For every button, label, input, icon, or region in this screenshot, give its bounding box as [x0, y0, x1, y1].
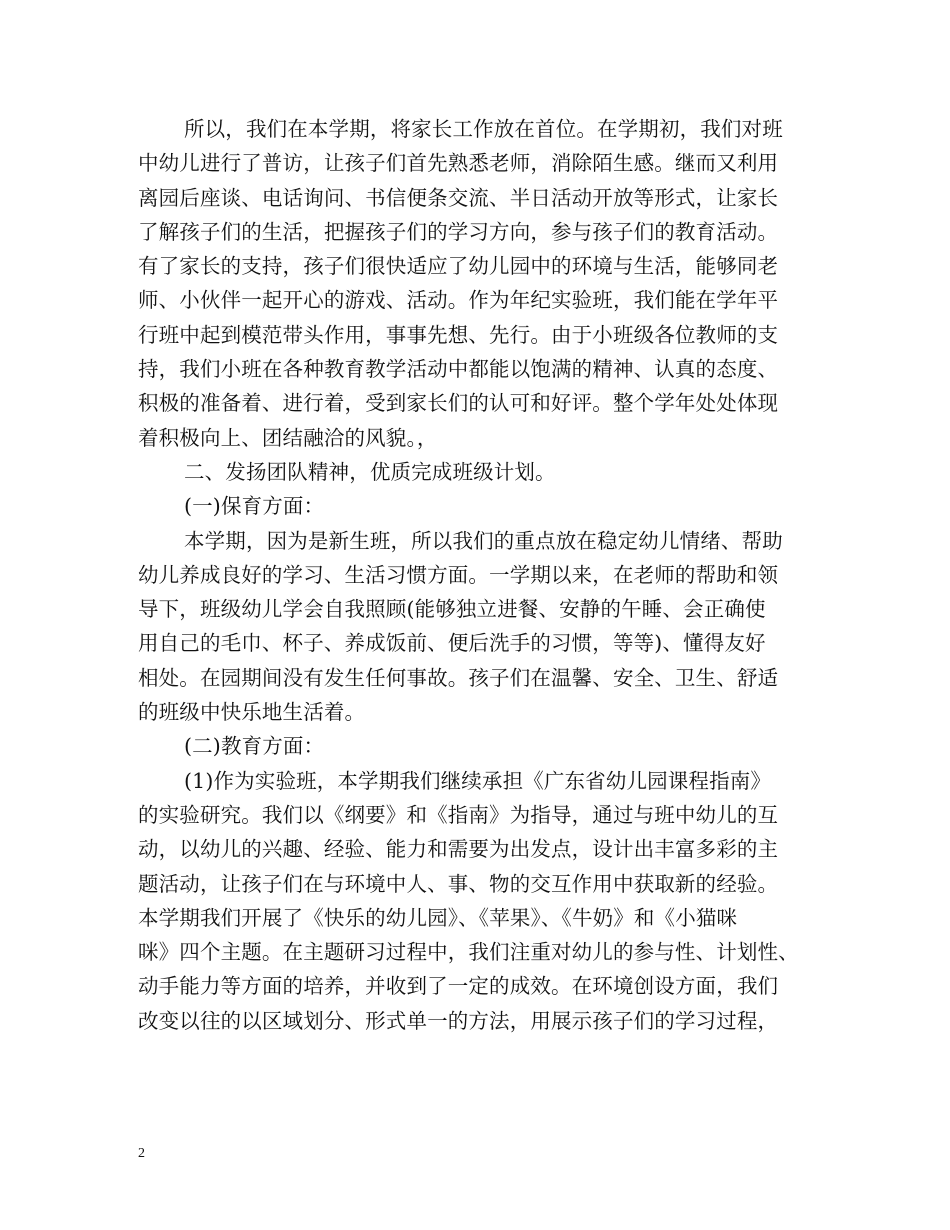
paragraph-line: 改变以往的以区域划分、形式单一的方法，用展示孩子们的学习过程， — [138, 1008, 779, 1033]
paragraph-line: 相处。在园期间没有发生任何事故。孩子们在温馨、安全、卫生、舒适 — [138, 665, 779, 690]
paragraph-line: 动，以幼儿的兴趣、经验、能力和需要为出发点，设计出丰富多彩的主 — [138, 837, 779, 862]
paragraph-line: 持，我们小班在各种教育教学活动中都能以饱满的精神、认真的态度、 — [138, 357, 779, 382]
paragraph-line: 的实验研究。我们以《纲要》和《指南》为指导，通过与班中幼儿的互 — [138, 802, 779, 827]
paragraph-line: 本学期我们开展了《快乐的幼儿园》、《苹果》、《牛奶》和《小猫咪 — [138, 905, 738, 930]
paragraph-line: 本学期，因为是新生班，所以我们的重点放在稳定幼儿情绪、帮助 — [184, 528, 783, 553]
paragraph-line: 幼儿养成良好的学习、生活习惯方面。一学期以来，在老师的帮助和领 — [138, 562, 779, 587]
paragraph-line: 导下，班级幼儿学会自我照顾(能够独立进餐、安静的午睡、会正确使 — [138, 597, 766, 622]
paragraph-line: 用自己的毛巾、杯子、养成饭前、便后洗手的习惯，等等)、懂得友好 — [138, 631, 766, 656]
paragraph-line: 中幼儿进行了普访，让孩子们首先熟悉老师，消除陌生感。继而又利用 — [138, 151, 779, 176]
subsection-heading: (二)教育方面： — [184, 734, 325, 759]
paragraph-line: 所以，我们在本学期，将家长工作放在首位。在学期初，我们对班 — [184, 117, 783, 141]
page-number: 2 — [138, 1146, 145, 1161]
paragraph-line: 离园后座谈、电话询问、书信便条交流、半日活动开放等形式，让家长 — [138, 185, 779, 210]
paragraph-line: 着积极向上、团结融洽的风貌。， — [138, 425, 438, 450]
paragraph-line: 有了家长的支持，孩子们很快适应了幼儿园中的环境与生活，能够同老 — [138, 254, 779, 279]
paragraph-line: 积极的准备着、进行着，受到家长们的认可和好评。整个学年处处体现 — [138, 391, 779, 416]
subsection-heading: (一)保育方面： — [184, 494, 325, 519]
paragraph-line: 的班级中快乐地生活着。 — [138, 700, 366, 725]
paragraph-line: 咪》四个主题。在主题研习过程中，我们注重对幼儿的参与性、计划性、 — [138, 940, 799, 965]
section-heading: 二、发扬团队精神，优质完成班级计划。 — [184, 459, 556, 484]
paragraph-line: (1)作为实验班，本学期我们继续承担《广东省幼儿园课程指南》 — [184, 768, 772, 793]
paragraph-line: 行班中起到模范带头作用，事事先想、先行。由于小班级各位教师的支 — [138, 322, 779, 347]
paragraph-line: 师、小伙伴一起开心的游戏、活动。作为年纪实验班，我们能在学年平 — [138, 288, 779, 313]
paragraph-line: 动手能力等方面的培养，并收到了一定的成效。在环境创设方面，我们 — [138, 974, 779, 999]
paragraph-line: 题活动，让孩子们在与环境中人、事、物的交互作用中获取新的经验。 — [138, 871, 779, 896]
document-body — [138, 112, 812, 1038]
paragraph-line: 了解孩子们的生活，把握孩子们的学习方向，参与孩子们的教育活动。 — [138, 219, 779, 244]
